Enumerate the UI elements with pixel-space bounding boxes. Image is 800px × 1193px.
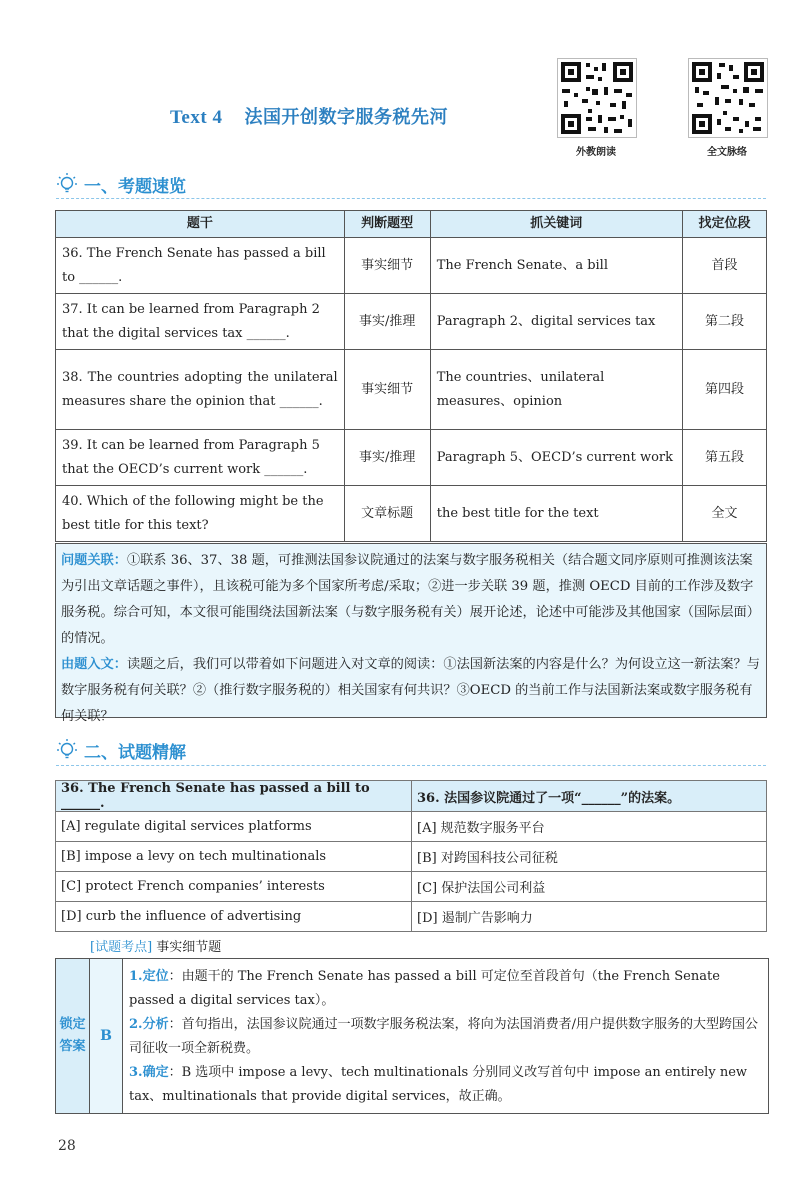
qr-caption-outline: 全文脉络 bbox=[707, 147, 747, 158]
keywords-cell: The countries、unilateral measures、opinion bbox=[430, 350, 682, 430]
type-cell: 事实细节 bbox=[344, 350, 430, 430]
lightbulb-icon bbox=[56, 738, 78, 762]
option-row bbox=[56, 812, 767, 842]
overview-table bbox=[55, 210, 767, 542]
keywords-cell: the best title for the text bbox=[430, 486, 682, 542]
table-row bbox=[56, 486, 767, 542]
keywords-cell: Paragraph 2、digital services tax bbox=[430, 294, 682, 350]
option-en: [D] curb the influence of advertising bbox=[56, 902, 412, 932]
stem-zh: 36. 法国参议院通过了一项“______”的法案。 bbox=[412, 781, 767, 812]
question-stem-row bbox=[56, 781, 767, 812]
question-analysis-box bbox=[55, 543, 767, 724]
section-heading-overview bbox=[56, 171, 186, 197]
test-point-label: [试题考点] bbox=[90, 940, 153, 955]
stem-cell: 38. The countries adopting the unilateral measures share the opinion that ______. bbox=[56, 350, 345, 430]
keywords-cell: The French Senate、a bill bbox=[430, 238, 682, 294]
option-en: [C] protect French companies’ interests bbox=[56, 872, 412, 902]
section-heading-analysis bbox=[56, 737, 186, 763]
option-row bbox=[56, 902, 767, 932]
type-cell: 事实/推理 bbox=[344, 430, 430, 486]
type-cell: 事实细节 bbox=[344, 238, 430, 294]
qr-code-reading[interactable] bbox=[557, 58, 637, 138]
location-cell: 首段 bbox=[682, 238, 766, 294]
answer-step: 3.确定：B 选项中 impose a levy、tech multinationals 分别同义改写首句中 impose an entirely new tax、multinationals that provide digital services，故正确。 bbox=[129, 1065, 748, 1104]
type-cell: 文章标题 bbox=[344, 486, 430, 542]
table-row bbox=[56, 238, 767, 294]
stem-en: 36. The French Senate has passed a bill to ______. bbox=[56, 781, 412, 812]
test-point-text: 事实细节题 bbox=[156, 940, 222, 955]
test-point bbox=[90, 936, 221, 955]
type-cell: 事实/推理 bbox=[344, 294, 430, 350]
col-header: 找定位段 bbox=[682, 211, 766, 238]
option-zh: [A] 规范数字服务平台 bbox=[412, 812, 767, 842]
section-title: 一、考题速览 bbox=[84, 176, 186, 197]
stem-cell: 40. Which of the following might be the best title for this text? bbox=[56, 486, 345, 542]
table-row bbox=[56, 294, 767, 350]
stem-cell: 36. The French Senate has passed a bill to ______. bbox=[56, 238, 345, 294]
section-title: 二、试题精解 bbox=[84, 742, 186, 763]
link-label: 问题关联： bbox=[61, 553, 127, 568]
answer-letter: B bbox=[90, 959, 123, 1113]
option-zh: [C] 保护法国公司利益 bbox=[412, 872, 767, 902]
keywords-cell: Paragraph 5、OECD’s current work bbox=[430, 430, 682, 486]
col-header: 抓关键词 bbox=[430, 211, 682, 238]
link-text: ①联系 36、37、38 题，可推测法国参议院通过的法案与数字服务税相关（结合题文同序原则可推测该法案为引出文章话题之事件），且该税可能为多个国家所考虑/采取；②进一步关联 39 题，推测 OECD 目前的工作涉及数字服务税。综合可知，本文很可能围绕法国新法案（与数字服务税有关）展开论述，论述中可能涉及其他国家（国际层面）的情况。 bbox=[61, 553, 760, 646]
option-en: [B] impose a levy on tech multinationals bbox=[56, 842, 412, 872]
col-header: 判断题型 bbox=[344, 211, 430, 238]
answer-box bbox=[55, 958, 769, 1114]
section-divider bbox=[56, 765, 766, 767]
qr-code-outline[interactable] bbox=[688, 58, 768, 138]
qr-caption-reading: 外教朗读 bbox=[576, 147, 616, 158]
option-zh: [B] 对跨国科技公司征税 bbox=[412, 842, 767, 872]
col-header: 题干 bbox=[56, 211, 345, 238]
text-label: Text 4 bbox=[170, 107, 223, 128]
answer-explanation bbox=[129, 965, 761, 1109]
entry-text: 读题之后，我们可以带着如下问题进入对文章的阅读：①法国新法案的内容是什么？为何设立这一新法案？与数字服务税有何关联？②（推行数字服务税的）相关国家有何共识？③OECD 的当前工作与法国新法案或数字服务税有何关联？ bbox=[61, 657, 760, 724]
title-zh: 法国开创数字服务税先河 bbox=[244, 107, 448, 128]
option-en: [A] regulate digital services platforms bbox=[56, 812, 412, 842]
section-divider bbox=[56, 198, 766, 200]
question-table bbox=[55, 780, 767, 932]
location-cell: 第四段 bbox=[682, 350, 766, 430]
option-row bbox=[56, 842, 767, 872]
table-header-row bbox=[56, 211, 767, 238]
page-number: 28 bbox=[58, 1138, 76, 1154]
entry-label: 由题入文： bbox=[61, 657, 127, 672]
location-cell: 全文 bbox=[682, 486, 766, 542]
option-zh: [D] 遏制广告影响力 bbox=[412, 902, 767, 932]
location-cell: 第五段 bbox=[682, 430, 766, 486]
table-row bbox=[56, 350, 767, 430]
answer-step: 2.分析：首句指出，法国参议院通过一项数字服务税法案，将向为法国消费者/用户提供数字服务的大型跨国公司征收一项全新税费。 bbox=[129, 1017, 758, 1056]
stem-cell: 37. It can be learned from Paragraph 2 that the digital services tax ______. bbox=[56, 294, 345, 350]
stem-cell: 39. It can be learned from Paragraph 5 that the OECD’s current work ______. bbox=[56, 430, 345, 486]
answer-label: 锁定答案 bbox=[56, 959, 90, 1113]
table-row bbox=[56, 430, 767, 486]
page-title bbox=[170, 103, 448, 129]
lightbulb-icon bbox=[56, 172, 78, 196]
answer-step: 1.定位：由题干的 The French Senate has passed a bill 可定位至首段首句（the French Senate passed a digital services tax）。 bbox=[129, 969, 720, 1008]
option-row bbox=[56, 872, 767, 902]
location-cell: 第二段 bbox=[682, 294, 766, 350]
